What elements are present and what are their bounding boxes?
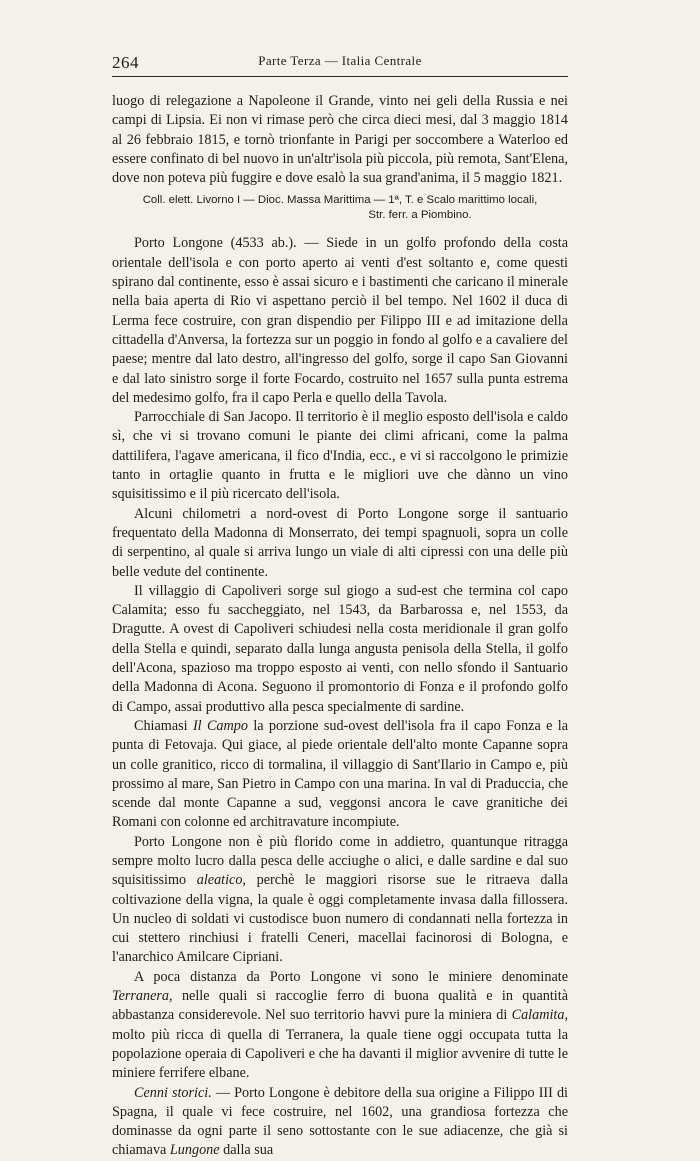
page-number: 264 (112, 53, 139, 72)
miniere-text-2: nelle quali si raccoglie ferro di buona qualità e in quantità abbastanza considerevole. Nel suo territorio havvi pure la miniera di (112, 988, 568, 1024)
miniere-paragraph (112, 968, 568, 1084)
terranera-term: Terranera, (112, 988, 173, 1005)
porto-longone-paragraph (112, 234, 568, 408)
administrative-note-line-2: Str. ferr. a Piombino. (368, 209, 472, 222)
calamita-term: Calamita, (511, 1007, 568, 1024)
cenni-storici-heading: Cenni storici. (134, 1084, 212, 1101)
administrative-note-line-1: Coll. elett. Livorno I — Dioc. Massa Marittima — 1ª, T. e Scalo marittimo locali, (142, 194, 538, 207)
campo-lead: Chiamasi (134, 717, 193, 734)
cenni-storici-paragraph (112, 1084, 568, 1161)
running-head: Parte Terza — Italia Centrale (258, 53, 422, 68)
lungone-term: Lungone (169, 1142, 220, 1159)
campo-text: la porzione sud-ovest dell'isola fra il capo Fonza e la punta di Fetovaja. Qui giace, al piede orientale dell'alto monte Capanne sopra un colle granitico, ricco di tormalina, il villaggio di Sant'Ilario in Campo e, più prossimo al mare, San Pietro in Campo con una marina. In val di Praduccia, che scende dal monte Capanne a sud, veggonsi ancora le cave granitiche dei Romani con colonne ed architravature incompiute. (112, 717, 568, 831)
miniere-text-3: molto più ricca di quella di Terranera, la quale tiene oggi occupata tutta la popolazione operaia di Capoliveri e che ha davanti il miglior avvenire di tutte le miniere ferrifere elbane. (112, 1026, 568, 1082)
cenni-text-1: — Porto Longone è debitore della sua origine a Filippo III di Spagna, il quale vi fece costruire, nel 1602, una grandiosa fortezza che dominasse da ogni parte il seno sottostante con le sue adiacenze, che già si chiamava (112, 1084, 568, 1159)
cenni-text-2: dalla sua (219, 1142, 274, 1159)
parrocchiale-paragraph: Parrocchiale di San Jacopo. Il territorio è il meglio esposto dell'isola e caldo sì, che vi si trovano comuni le piante dei climi africani, come la palma dattilifera, l'agave americana, il fico d'India, ecc., e vi si raccolgono le primizie tanto in ortaglie quanto in frutta e le migliori uve che dànno un vino squisitissimo e il più ricercato dell'isola. (112, 409, 568, 503)
campo-paragraph (112, 717, 568, 833)
entry-text: (4533 ab.). — Siede in un golfo profondo della costa orientale dell'isola e con porto aperto ai venti d'est soltanto e, come questi spirano dal continente, esso è assai sicuro e i bastimenti che caricano il minerale nella baia aperta di Rio vi aspettano perciò il bel tempo. Nel 1602 il duca di Lerma fece costruire, con gran dispendio per Filippo III e ad imitazione della cittadella d'Anversa, la fortezza sur un poggio in fondo al golfo e a cavaliere del paese; mentre dal lato destro, all'ingresso del golfo, sorge il capo San Giovanni e dal lato sinistro sorge il forte Focardo, costruito nel 1657 sulla punta estrema del medesimo golfo, fra il capo Perla e quello della Tavola. (112, 235, 569, 406)
monserrato-paragraph: Alcuni chilometri a nord-ovest di Porto Longone sorge il santuario frequentato della Madonna di Monserrato, dei tempi spagnuoli, sopra un colle di serpentino, al quale si arriva lungo un viale di alti cipressi con una delle più belle vedute del continente. (112, 505, 568, 580)
florido-text-1: Porto Longone non è più florido come in addietro, quantunque ritragga sempre molto lucro dalla pesca delle acciughe o alici, e dalle sardine e dal suo squisitissimo (112, 833, 568, 889)
intro-paragraph: luogo di relegazione a Napoleone il Grande, vinto nei geli della Russia e nei campi di Lipsia. Ei non vi rimase però che circa dieci mesi, dal 3 maggio 1814 al 26 febbraio 1815, e tornò trionfante in Parigi per soccombere a Waterloo ed essere confinato di bel nuovo in un'altr'isola più piccola, più remota, Sant'Elena, dove non poteva più fuggire e dove esalò la sua grand'anima, il 5 maggio 1821. (112, 93, 568, 187)
florido-text-2: perchè le maggiori risorse sue le ritraeva dalla coltivazione della vigna, la quale è oggi completamente invasa dalla fillossera. Un nucleo di soldati vi custodisce buon numero di condannati nella fortezza in cui stettero rinchiusi i fratelli Ceneri, macellai facinorosi di Bologna, e l'anarchico Amilcare Cipriani. (112, 872, 568, 966)
page-body (112, 92, 568, 1161)
florido-paragraph (112, 833, 568, 968)
administrative-note (112, 193, 568, 223)
entry-title: Porto Longone (134, 235, 223, 252)
miniere-text-1: A poca distanza da Porto Longone vi sono le miniere denominate (134, 968, 568, 985)
capoliveri-paragraph: Il villaggio di Capoliveri sorge sul giogo a sud-est che termina col capo Calamita; esso fu saccheggiato, nel 1543, da Barbarossa e, nel 1553, da Dragutte. A ovest di Capoliveri schiudesi nella costa meridionale il gran golfo della Stella e quindi, separato dalla lunga angusta penisola della Stella, il golfo dell'Acona, spazioso ma troppo esposto ai venti, con nello sfondo il Santuario della Madonna di Acona. Seguono il promontorio di Fonza e il profondo golfo di Campo, assai produttivo alla pesca specialmente di sardine. (112, 582, 568, 715)
header-rule (112, 76, 568, 77)
aleatico-term: aleatico, (196, 872, 246, 889)
page-header (112, 53, 568, 73)
campo-name: Il Campo (192, 717, 248, 734)
